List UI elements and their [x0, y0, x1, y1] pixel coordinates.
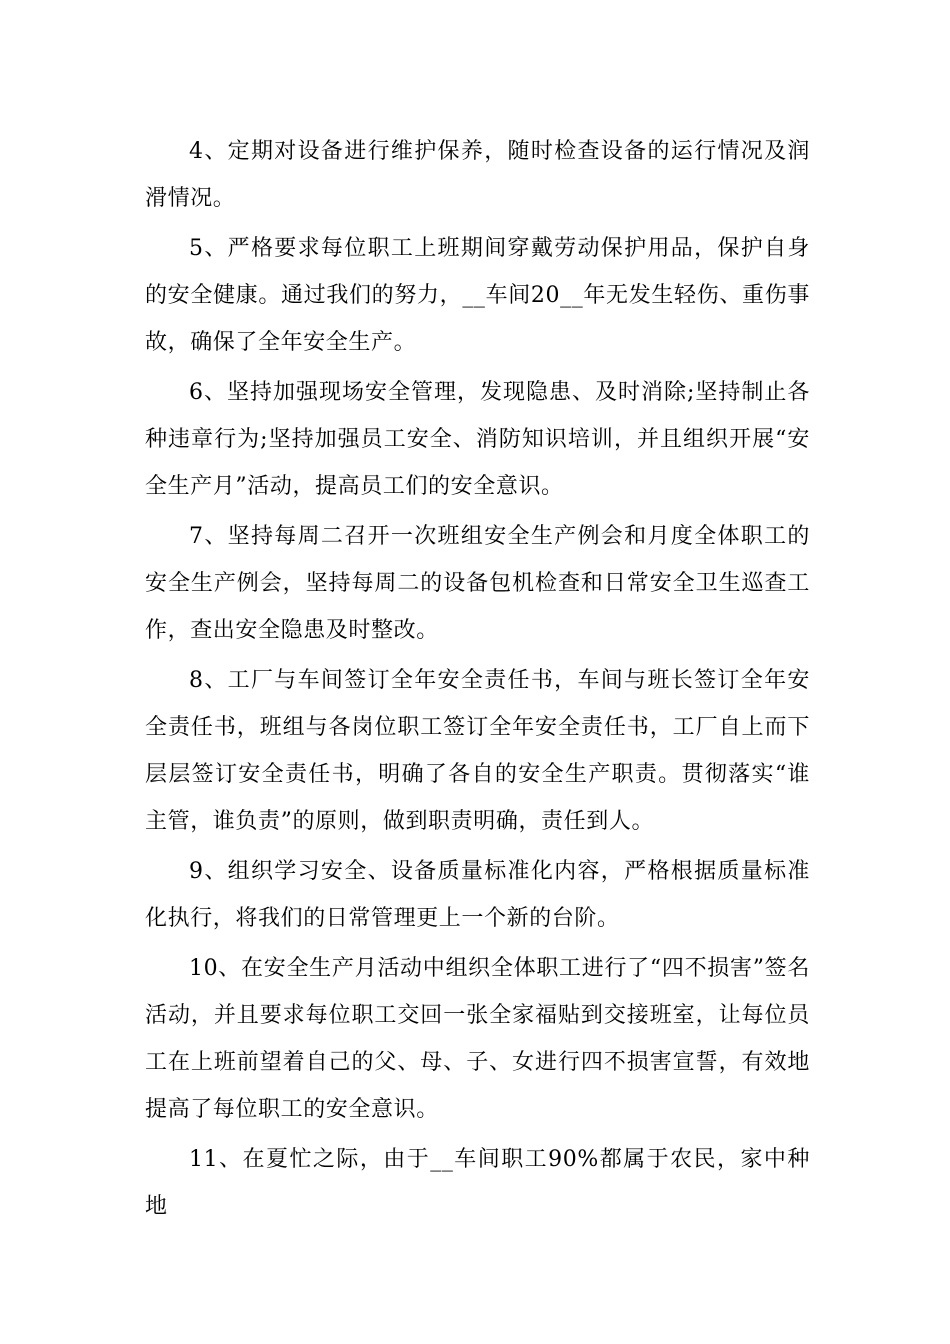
paragraph-11: 11、在夏忙之际，由于__车间职工90%都属于农民，家中种地: [145, 1147, 810, 1219]
paragraph-9: 9、组织学习安全、设备质量标准化内容，严格根据质量标准化执行，将我们的日常管理更上一个新的台阶。: [145, 859, 810, 931]
paragraph-5: 5、严格要求每位职工上班期间穿戴劳动保护用品，保护自身的安全健康。通过我们的努力，__车间20__年无发生轻伤、重伤事故，确保了全年安全生产。: [145, 236, 810, 355]
paragraph-6: 6、坚持加强现场安全管理，发现隐患、及时消除;坚持制止各种违章行为;坚持加强员工安全、消防知识培训，并且组织开展“安全生产月”活动，提高员工们的安全意识。: [145, 380, 810, 499]
paragraph-8: 8、工厂与车间签订全年安全责任书，车间与班长签订全年安全责任书，班组与各岗位职工签订全年安全责任书，工厂自上而下层层签订安全责任书，明确了各自的安全生产职责。贯彻落实“谁主管，谁负责”的原则，做到职责明确，责任到人。: [145, 668, 810, 834]
paragraph-10: 10、在安全生产月活动中组织全体职工进行了“四不损害”签名活动，并且要求每位职工交回一张全家福贴到交接班室，让每位员工在上班前望着自己的父、母、子、女进行四不损害宣誓，有效地提高了每位职工的安全意识。: [145, 956, 810, 1122]
document-body: [145, 128, 810, 1233]
paragraph-7: 7、坚持每周二召开一次班组安全生产例会和月度全体职工的安全生产例会，坚持每周二的设备包机检查和日常安全卫生巡查工作，查出安全隐患及时整改。: [145, 524, 810, 643]
paragraph-4: 4、定期对设备进行维护保养，随时检查设备的运行情况及润滑情况。: [145, 139, 810, 211]
